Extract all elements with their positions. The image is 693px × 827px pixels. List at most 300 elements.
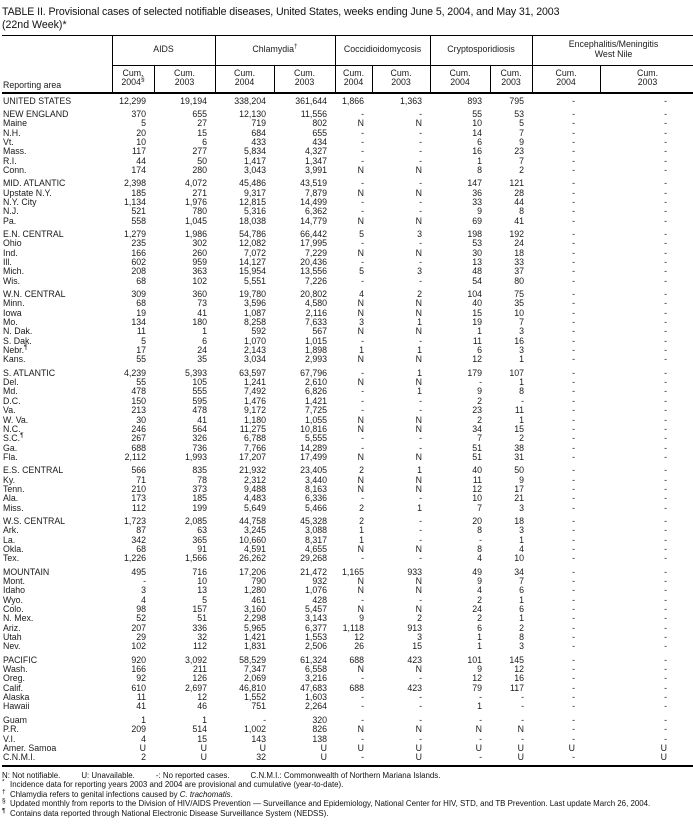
value-cell: 11 <box>514 405 525 416</box>
value-cell: U <box>259 742 267 753</box>
table-row <box>2 434 693 443</box>
value-cell: 514 <box>192 724 208 735</box>
value-cell: - <box>664 228 668 239</box>
value-cell: - <box>430 753 490 765</box>
legend-item: C.N.M.I.: Commonwealth of Northern Mariana Islands. <box>250 770 441 780</box>
value-cell: 75 <box>514 289 525 300</box>
reporting-area-cell: Ark. <box>3 525 19 536</box>
value-cell: 9 <box>359 613 365 624</box>
value-cell: 6 <box>519 604 525 615</box>
value-cell: - <box>572 594 576 605</box>
value-cell: - <box>572 714 576 725</box>
value-cell: N <box>357 326 365 337</box>
value-cell: 15,954 <box>239 266 267 277</box>
value-cell: - <box>572 534 576 545</box>
value-cell: N <box>415 414 423 425</box>
value-cell: 192 <box>509 228 525 239</box>
value-cell: 68 <box>136 275 146 286</box>
value-cell: 8,317 <box>305 534 328 545</box>
value-cell: - <box>361 673 365 684</box>
table-row <box>2 416 693 425</box>
footnote-marker: † <box>2 788 6 796</box>
value-cell: 6 <box>477 345 483 356</box>
value-cell: - <box>664 423 668 434</box>
value-cell: 10 <box>472 118 483 129</box>
value-cell: 185 <box>131 187 146 198</box>
value-cell: 602 <box>131 257 146 267</box>
column-subheader: Cum. 2003 <box>154 65 215 93</box>
value-cell: 21,472 <box>300 566 328 577</box>
value-cell: - <box>361 553 365 564</box>
value-cell: 716 <box>192 566 208 577</box>
value-cell: 5 <box>141 335 146 346</box>
value-cell: 4,483 <box>244 493 267 504</box>
value-cell: 235 <box>131 238 146 249</box>
value-cell: 24 <box>472 604 483 615</box>
value-cell: - <box>572 641 576 652</box>
value-cell: - <box>361 405 365 416</box>
column-subheader: Cum. 2004 <box>215 65 274 93</box>
table-row <box>2 642 693 651</box>
value-cell: 134 <box>131 317 146 328</box>
value-cell: 595 <box>192 395 208 406</box>
reporting-area-cell: Amer. Samoa <box>3 742 57 753</box>
table-row <box>2 138 693 147</box>
value-cell: - <box>361 386 365 397</box>
table-row <box>2 119 693 128</box>
value-cell: - <box>664 335 668 346</box>
value-cell: - <box>664 377 668 388</box>
value-cell: - <box>664 576 668 586</box>
reporting-area-cell: N.C. <box>3 423 21 434</box>
value-cell: 4 <box>141 733 146 744</box>
value-cell: 10,816 <box>300 423 328 434</box>
table-section <box>2 712 693 766</box>
value-cell: N <box>357 354 365 365</box>
value-cell: 336 <box>192 622 208 633</box>
value-cell: 16 <box>472 146 483 157</box>
value-cell: U <box>490 753 532 765</box>
value-cell: - <box>419 673 423 684</box>
value-cell: - <box>572 257 576 267</box>
value-cell: - <box>664 354 668 365</box>
value-cell: U <box>660 742 668 753</box>
value-cell: - <box>361 493 365 504</box>
value-cell: - <box>521 714 525 725</box>
value-cell: - <box>419 525 423 536</box>
value-cell: 66,442 <box>300 228 328 239</box>
value-cell: N <box>517 724 525 735</box>
value-cell: 3,440 <box>305 474 328 485</box>
value-cell: 5 <box>141 118 146 129</box>
value-cell: 12,299 <box>119 95 146 106</box>
value-cell: 736 <box>192 442 208 453</box>
value-cell: 3,991 <box>305 164 328 175</box>
value-cell: 12 <box>472 673 483 684</box>
value-cell: 2 <box>359 515 365 526</box>
value-cell: 49 <box>472 566 483 577</box>
value-cell: 4 <box>477 585 483 596</box>
footnote-marker: ¶ <box>2 807 6 815</box>
value-cell: 185 <box>192 493 208 504</box>
value-cell: 1,134 <box>123 196 146 207</box>
table-row <box>2 554 693 563</box>
value-cell: - <box>572 215 576 226</box>
reporting-area-cell: Mich. <box>3 266 25 277</box>
value-cell: N <box>357 298 365 309</box>
value-cell: 3 <box>519 641 525 652</box>
value-cell: - <box>664 317 668 328</box>
table-row <box>2 504 693 513</box>
value-cell: - <box>572 673 576 684</box>
value-cell: 610 <box>131 682 146 693</box>
value-cell: 8 <box>519 632 525 643</box>
value-cell: 209 <box>131 724 146 735</box>
table-row <box>2 702 693 711</box>
value-cell: - <box>419 395 423 406</box>
value-cell: 7 <box>477 433 483 444</box>
value-cell: 12 <box>354 632 365 643</box>
reporting-area-cell: Wash. <box>3 664 28 675</box>
value-cell: 4,072 <box>185 178 208 189</box>
value-cell: 11 <box>472 335 483 346</box>
table-row <box>2 299 693 308</box>
value-cell: - <box>361 733 365 744</box>
value-cell: 434 <box>312 136 328 147</box>
table-row <box>2 577 693 586</box>
reporting-area-cell: Md. <box>3 386 18 397</box>
value-cell: 423 <box>407 682 423 693</box>
value-cell: - <box>521 701 525 712</box>
column-subheader: Cum. 2003 <box>372 65 430 93</box>
value-cell: 7 <box>519 576 525 586</box>
value-cell: 36 <box>472 187 483 198</box>
table-row <box>2 605 693 614</box>
value-cell: 6,377 <box>305 622 328 633</box>
reporting-area-cell: Hawaii <box>3 701 30 712</box>
value-cell: 1 <box>519 594 525 605</box>
value-cell: - <box>419 433 423 444</box>
reporting-area-cell: Del. <box>3 377 19 388</box>
value-cell: 835 <box>192 465 208 476</box>
table-row <box>2 249 693 258</box>
value-cell: - <box>361 155 365 166</box>
value-cell: 2,143 <box>244 345 267 356</box>
value-cell: 213 <box>131 405 146 416</box>
value-cell: 9,172 <box>244 405 267 416</box>
reporting-area-cell: Ala. <box>3 493 19 504</box>
value-cell: 2 <box>359 502 365 513</box>
value-cell: - <box>572 238 576 249</box>
value-cell: N <box>415 354 423 365</box>
value-cell: 2 <box>519 433 525 444</box>
value-cell: - <box>419 155 423 166</box>
value-cell: 174 <box>131 164 146 175</box>
table-row <box>2 462 693 475</box>
reporting-area-cell: V.I. <box>3 733 16 744</box>
value-cell: 1 <box>417 465 423 476</box>
value-cell: 10 <box>514 307 525 318</box>
value-cell: 101 <box>467 654 483 665</box>
value-cell: 1 <box>519 414 525 425</box>
value-cell: 7,725 <box>305 405 328 416</box>
value-cell: - <box>572 95 576 106</box>
footnote-marker: § <box>2 797 6 805</box>
value-cell: - <box>419 442 423 453</box>
value-cell: 7 <box>477 502 483 513</box>
value-cell: 30 <box>136 414 146 425</box>
value-cell: 1,553 <box>305 632 328 643</box>
value-cell: 3 <box>359 317 365 328</box>
value-cell: - <box>572 367 576 378</box>
value-cell: N <box>415 664 423 675</box>
value-cell: 567 <box>312 326 328 337</box>
value-cell: 5,551 <box>244 275 267 286</box>
table-row <box>2 633 693 642</box>
value-cell: 46,810 <box>239 682 267 693</box>
value-cell: 1,363 <box>400 95 423 106</box>
value-cell: 41 <box>197 414 208 425</box>
value-cell: 826 <box>312 724 328 735</box>
value-cell: 35 <box>197 354 208 365</box>
value-cell: 933 <box>407 566 423 577</box>
reporting-area-cell: Idaho <box>3 585 26 596</box>
value-cell: 558 <box>131 215 146 226</box>
value-cell: - <box>361 127 365 138</box>
table-row <box>2 494 693 503</box>
column-group-aids: AIDS <box>112 35 215 65</box>
value-cell: 51 <box>472 442 483 453</box>
value-cell: 13 <box>197 585 208 596</box>
value-cell: 68 <box>136 543 146 554</box>
value-cell: - <box>664 474 668 485</box>
value-cell: - <box>664 206 668 217</box>
value-cell: 4,655 <box>305 543 328 554</box>
value-cell: - <box>664 266 668 277</box>
value-cell: - <box>572 298 576 309</box>
value-cell: 1 <box>519 377 525 388</box>
table-row <box>2 397 693 406</box>
value-cell: - <box>664 701 668 712</box>
value-cell: 12,815 <box>239 196 267 207</box>
value-cell: 1,831 <box>244 641 267 652</box>
value-cell: 24 <box>514 238 525 249</box>
value-cell: 9 <box>477 576 483 586</box>
value-cell: N <box>357 483 365 494</box>
value-cell: - <box>664 433 668 444</box>
value-cell: 428 <box>312 594 328 605</box>
value-cell: 2,069 <box>244 673 267 684</box>
value-cell: 12,130 <box>239 108 267 119</box>
value-cell: - <box>572 335 576 346</box>
value-cell: 6,362 <box>305 206 328 217</box>
value-cell: N <box>357 585 365 596</box>
value-cell: 8 <box>519 386 525 397</box>
value-cell: - <box>664 641 668 652</box>
value-cell: 7 <box>519 317 525 328</box>
value-cell: 51 <box>197 613 208 624</box>
value-cell: 6,558 <box>305 664 328 675</box>
table-row <box>2 175 693 188</box>
value-cell: 1 <box>202 326 208 337</box>
value-cell: 102 <box>192 275 208 286</box>
table-row <box>2 106 693 119</box>
value-cell: 45,328 <box>300 515 328 526</box>
value-cell: - <box>361 433 365 444</box>
value-cell: - <box>664 515 668 526</box>
value-cell: 3 <box>417 266 423 277</box>
value-cell: N <box>357 423 365 434</box>
value-cell: 360 <box>192 289 208 300</box>
table-section <box>2 286 693 365</box>
value-cell: - <box>572 345 576 356</box>
reporting-area-cell: E.S. CENTRAL <box>3 465 64 476</box>
value-cell: - <box>572 465 576 476</box>
value-cell: 9 <box>519 474 525 485</box>
value-cell: 9,317 <box>244 187 267 198</box>
value-cell: 53 <box>472 238 483 249</box>
value-cell: N <box>357 377 365 388</box>
value-cell: 3,596 <box>244 298 267 309</box>
legend-item: -: No reported cases. <box>155 770 230 780</box>
value-cell: 12 <box>197 692 208 703</box>
value-cell: 5,457 <box>305 604 328 615</box>
value-cell: - <box>572 136 576 147</box>
table-title: TABLE II. Provisional cases of selected notifiable diseases, United States, weeks ending June 5, 2004, and May 31, 2003 <box>2 6 560 18</box>
value-cell: 1,347 <box>305 155 328 166</box>
value-cell: - <box>664 307 668 318</box>
value-cell: N <box>357 118 365 129</box>
value-cell: 780 <box>192 206 208 217</box>
value-cell: 338,204 <box>234 95 267 106</box>
value-cell: - <box>664 566 668 577</box>
table-row <box>2 536 693 545</box>
value-cell: 3,088 <box>305 525 328 536</box>
value-cell: 47,683 <box>300 682 328 693</box>
value-cell: 5 <box>519 118 525 129</box>
value-cell: - <box>361 136 365 147</box>
value-cell: 31 <box>514 451 525 462</box>
value-cell: - <box>572 289 576 300</box>
table-section <box>2 93 693 106</box>
value-cell: - <box>572 326 576 337</box>
value-cell: - <box>572 604 576 615</box>
value-cell: - <box>419 534 423 545</box>
value-cell: - <box>664 664 668 675</box>
value-cell: 54,786 <box>239 228 267 239</box>
value-cell: N <box>415 247 423 258</box>
value-cell: 363 <box>192 266 208 277</box>
value-cell: - <box>419 127 423 138</box>
value-cell: 4,591 <box>244 543 267 554</box>
value-cell: 2,112 <box>124 451 146 462</box>
value-cell: U <box>415 742 423 753</box>
reporting-area-cell: E.N. CENTRAL <box>3 228 64 239</box>
table-row <box>2 378 693 387</box>
value-cell: 1,279 <box>123 228 146 239</box>
value-cell: - <box>572 423 576 434</box>
table-row <box>2 712 693 725</box>
value-cell: 15 <box>412 641 423 652</box>
value-cell: 3 <box>141 585 146 596</box>
table-row <box>2 596 693 605</box>
value-cell: 1,723 <box>123 515 146 526</box>
value-cell: 1 <box>519 354 525 365</box>
value-cell: 9 <box>519 136 525 147</box>
value-cell: 207 <box>131 622 146 633</box>
reporting-area-header: Reporting area <box>2 35 112 93</box>
value-cell: - <box>572 196 576 207</box>
value-cell: U <box>372 753 430 765</box>
value-cell: 2,298 <box>244 613 267 624</box>
value-cell: - <box>263 714 267 725</box>
value-cell: 802 <box>312 118 328 129</box>
value-cell: - <box>664 326 668 337</box>
value-cell: 555 <box>192 386 208 397</box>
table-header <box>2 35 693 93</box>
value-cell: 4 <box>359 289 365 300</box>
value-cell: - <box>664 733 668 744</box>
value-cell: 893 <box>467 95 483 106</box>
reporting-area-cell: Pa. <box>3 215 17 226</box>
table-row <box>2 365 693 378</box>
table-row <box>2 564 693 577</box>
value-cell: N <box>415 451 423 462</box>
value-cell: 3,160 <box>244 604 267 615</box>
value-cell: 1,045 <box>185 215 208 226</box>
value-cell: - <box>664 585 668 596</box>
value-cell: 13 <box>472 257 483 267</box>
value-cell: 199 <box>192 502 208 513</box>
value-cell: - <box>572 543 576 554</box>
reporting-area-cell: N.Y. City <box>3 196 37 207</box>
value-cell: 246 <box>131 423 146 434</box>
value-cell: 2,085 <box>185 515 208 526</box>
column-subheader: Cum. 2004 <box>532 65 600 93</box>
value-cell: 173 <box>131 493 146 504</box>
value-cell: U <box>357 742 365 753</box>
value-cell: 102 <box>131 641 146 652</box>
value-cell: 16 <box>514 673 525 684</box>
footnote-legend <box>2 771 692 781</box>
value-cell: 143 <box>251 733 267 744</box>
value-cell: 157 <box>192 604 208 615</box>
value-cell: 1 <box>417 317 423 328</box>
value-cell: 1,976 <box>185 196 208 207</box>
value-cell: 147 <box>467 178 483 189</box>
value-cell: 1,280 <box>244 585 267 596</box>
value-cell: - <box>664 613 668 624</box>
footnote: § Updated monthly from reports to the Division of HIV/AIDS Prevention — Surveillance and Epidemiology, National Center for HIV, STD, and TB Prevention. Last update March 26, 2004. <box>2 797 651 809</box>
value-cell: 1 <box>417 502 423 513</box>
value-cell: 29,268 <box>300 553 328 564</box>
table-section <box>2 462 693 513</box>
value-cell: 10 <box>197 576 208 586</box>
table-row <box>2 693 693 702</box>
value-cell: 1,866 <box>342 95 365 106</box>
reporting-area-cell: S. ATLANTIC <box>3 367 56 378</box>
value-cell: 71 <box>136 474 146 485</box>
value-cell: 10,660 <box>239 534 267 545</box>
value-cell: 80 <box>514 275 525 286</box>
value-cell: - <box>572 733 576 744</box>
value-cell: 26 <box>354 641 365 652</box>
value-cell: 3,216 <box>305 673 328 684</box>
value-cell: 98 <box>136 604 146 615</box>
value-cell: 2 <box>477 414 483 425</box>
column-group-coccidioidomycosis: Coccidioidomycosis <box>335 35 430 65</box>
value-cell: - <box>572 395 576 406</box>
